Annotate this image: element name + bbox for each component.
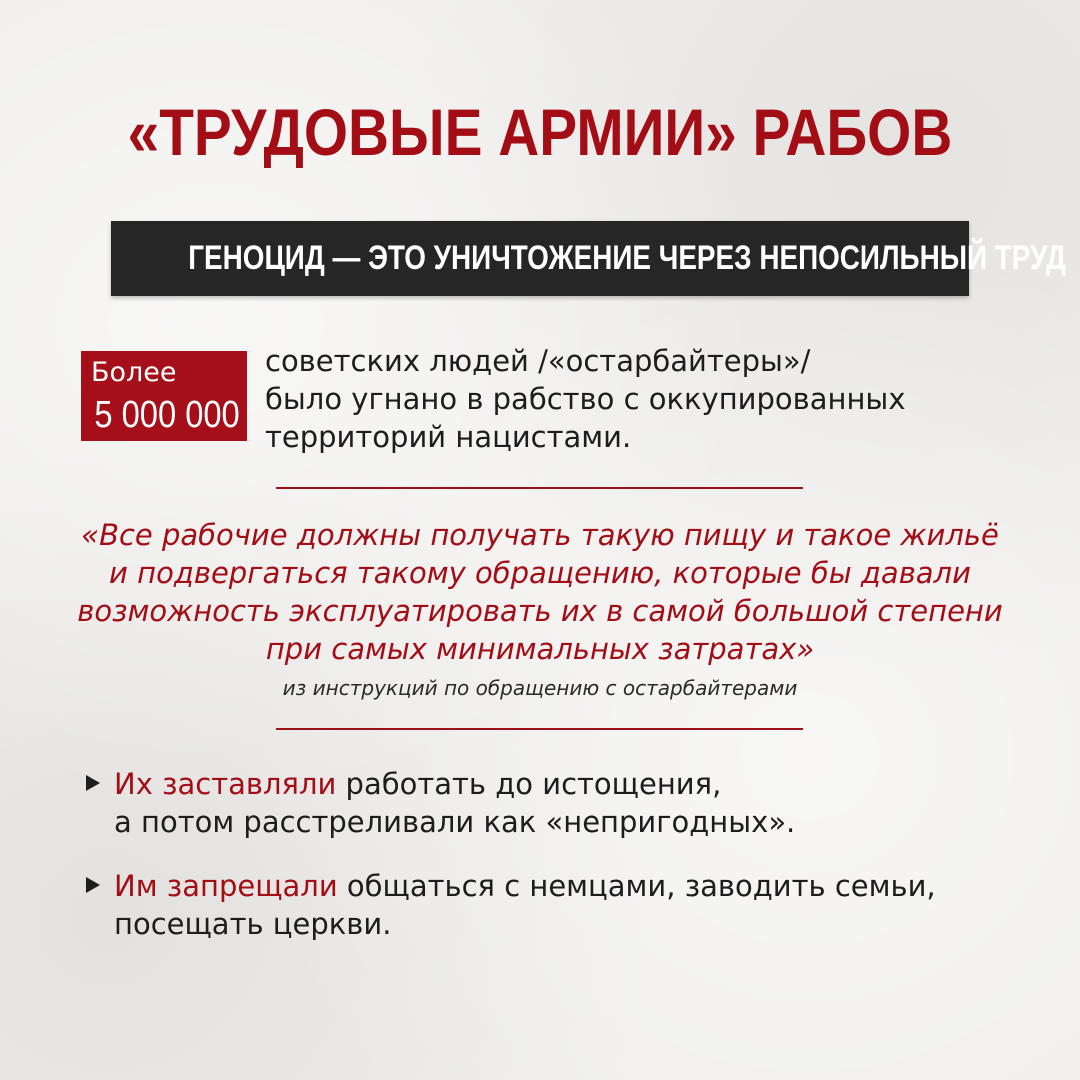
stat-description-line: советских людей /«остарбайтеры»/ xyxy=(265,344,811,378)
stat-badge xyxy=(81,351,247,441)
stat-label: Более xyxy=(91,357,177,388)
divider-top xyxy=(276,487,803,489)
bullet-text-line2: а потом расстреливали как «непригодных». xyxy=(114,805,796,839)
bullet-item xyxy=(86,765,1046,841)
bullet-highlight: Им запрещали xyxy=(114,869,338,903)
bullet-text: общаться с немцами, заводить семьи, xyxy=(337,869,936,903)
triangle-bullet-icon xyxy=(86,877,100,893)
bullet-text-line2: посещать церкви. xyxy=(114,907,392,941)
triangle-bullet-icon xyxy=(86,775,100,791)
quote-source: из инструкций по обращению с остарбайтерами xyxy=(282,676,798,700)
quote-line: при самых минимальных затратах» xyxy=(265,632,815,666)
quote-block xyxy=(40,516,1040,668)
page-title: «ТРУДОВЫЕ АРМИИ» РАБОВ xyxy=(127,95,953,169)
bullet-text: работать до истощения, xyxy=(336,767,722,801)
subtitle-banner xyxy=(111,221,1066,296)
stat-description-line: было угнано в рабство с оккупированных xyxy=(265,382,906,416)
divider-bottom xyxy=(276,728,803,730)
bullet-item xyxy=(86,867,1046,943)
quote-line: возможность эксплуатировать их в самой большой степени xyxy=(77,594,1003,628)
stat-description-line: территорий нацистами. xyxy=(265,420,632,454)
quote-line: и подвергаться такому обращению, которые бы давали xyxy=(109,556,971,590)
banner-text: ГЕНОЦИД — ЭТО УНИЧТОЖЕНИЕ ЧЕРЕЗ НЕПОСИЛЬНЫЙ ТРУД xyxy=(188,239,1066,277)
stat-value: 5 000 000 xyxy=(94,394,240,436)
quote-line: «Все рабочие должны получать такую пищу и такое жильё xyxy=(81,518,999,552)
bullet-highlight: Их заставляли xyxy=(114,767,337,801)
stat-description xyxy=(265,342,1045,456)
